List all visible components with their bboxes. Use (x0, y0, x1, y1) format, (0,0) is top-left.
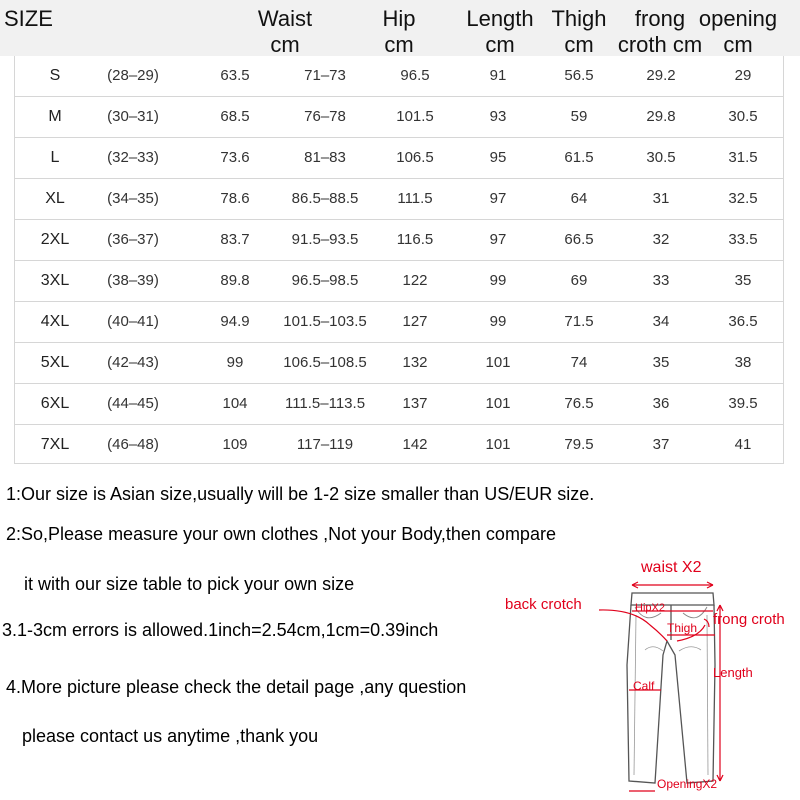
thigh-cell: 69 (570, 272, 588, 289)
waist-range-cell: 76–78 (304, 108, 346, 125)
note-1: 1:Our size is Asian size,usually will be 1-2 size smaller than US/EUR size. (6, 484, 595, 504)
header-thigh: Thigh cm (551, 6, 607, 57)
waist-cell: 73.6 (220, 149, 250, 166)
size-range-cell: (44–45) (107, 395, 159, 412)
note-4: 4.More picture please check the detail page ,any question (6, 677, 467, 697)
front-crotch-cell: 35 (652, 354, 670, 371)
length-cell: 93 (489, 108, 507, 125)
table-row (15, 56, 783, 97)
opening-cell: 41 (734, 436, 752, 453)
waist-cell: 78.6 (220, 190, 250, 207)
opening-cell: 29 (734, 67, 752, 84)
waist-range-cell: 117–119 (296, 436, 354, 453)
size-cell: M (48, 108, 62, 125)
front-crotch-cell: 30.5 (646, 149, 676, 166)
header-size: SIZE (4, 6, 53, 31)
hip-cell: 122 (402, 272, 428, 289)
waist-cell: 99 (226, 354, 244, 371)
thigh-cell: 66.5 (564, 231, 594, 248)
length-cell: 91 (489, 67, 507, 84)
size-range-cell: (36–37) (107, 231, 159, 248)
waist-range-cell: 91.5–93.5 (291, 231, 359, 248)
front-crotch-cell: 33 (652, 272, 670, 289)
front-crotch-cell: 36 (652, 395, 670, 412)
pants-icon (495, 555, 800, 800)
table-row (15, 343, 783, 384)
thigh-cell: 59 (570, 108, 588, 125)
thigh-cell: 61.5 (564, 149, 594, 166)
size-cell: 6XL (40, 395, 70, 412)
size-cell: 3XL (40, 272, 70, 289)
opening-cell: 38 (734, 354, 752, 371)
hip-cell: 127 (402, 313, 428, 330)
header-opening: opening cm (698, 6, 778, 57)
size-range-cell: (46–48) (107, 436, 159, 453)
waist-cell: 94.9 (220, 313, 250, 330)
size-range-cell: (32–33) (107, 149, 159, 166)
opening-cell: 30.5 (728, 108, 758, 125)
length-cell: 101 (485, 395, 511, 412)
size-cell: 5XL (40, 354, 70, 371)
label-opening: OpeningX2 (657, 777, 718, 791)
front-crotch-cell: 37 (652, 436, 670, 453)
front-crotch-cell: 29.2 (646, 67, 676, 84)
table-row (15, 220, 783, 261)
length-cell: 95 (489, 149, 507, 166)
waist-cell: 89.8 (220, 272, 250, 289)
waist-range-cell: 71–73 (304, 67, 346, 84)
size-range-cell: (28–29) (107, 67, 159, 84)
waist-cell: 63.5 (220, 67, 250, 84)
hip-cell: 111.5 (397, 190, 433, 207)
hip-cell: 132 (402, 354, 428, 371)
thigh-cell: 79.5 (564, 436, 594, 453)
table-row (15, 384, 783, 425)
front-crotch-cell: 34 (652, 313, 670, 330)
front-crotch-cell: 31 (652, 190, 670, 207)
hip-cell: 116.5 (396, 231, 434, 248)
hip-cell: 137 (402, 395, 428, 412)
size-range-cell: (34–35) (107, 190, 159, 207)
length-cell: 101 (485, 436, 511, 453)
table-row (15, 261, 783, 302)
label-calf: Calf (633, 679, 655, 693)
label-front-crotch: frong croth (713, 611, 785, 628)
thigh-cell: 74 (570, 354, 588, 371)
hip-cell: 142 (402, 436, 428, 453)
waist-cell: 68.5 (220, 108, 250, 125)
size-range-cell: (40–41) (107, 313, 159, 330)
waist-range-cell: 111.5–113.5 (284, 395, 366, 412)
table-row (15, 138, 783, 179)
note-2-cont: it with our size table to pick your own size (24, 574, 355, 594)
table-row (15, 302, 783, 343)
length-cell: 97 (489, 190, 507, 207)
size-cell: 7XL (40, 436, 70, 453)
hip-cell: 101.5 (396, 108, 434, 125)
label-hip: HipX2 (635, 602, 665, 614)
opening-cell: 32.5 (728, 190, 758, 207)
waist-cell: 109 (222, 436, 248, 453)
header-hip: Hip cm (382, 6, 416, 57)
length-cell: 97 (489, 231, 507, 248)
size-range-cell: (42–43) (107, 354, 159, 371)
thigh-cell: 71.5 (564, 313, 594, 330)
thigh-cell: 76.5 (564, 395, 594, 412)
waist-cell: 83.7 (220, 231, 250, 248)
note-4-cont: please contact us anytime ,thank you (22, 726, 319, 746)
label-waist: waist X2 (641, 559, 702, 576)
label-back-crotch: back crotch (505, 596, 582, 613)
note-3: 3.1-3cm errors is allowed.1inch=2.54cm,1cm=0.39inch (2, 620, 439, 640)
size-table (14, 56, 784, 464)
header-front-crotch: frong croth cm (617, 6, 703, 57)
size-cell: XL (45, 190, 65, 207)
thigh-cell: 64 (570, 190, 588, 207)
waist-range-cell: 96.5–98.5 (291, 272, 359, 289)
size-range-cell: (30–31) (107, 108, 159, 125)
label-length: Length (713, 665, 753, 680)
thigh-cell: 56.5 (564, 67, 594, 84)
size-cell: L (50, 149, 60, 166)
waist-range-cell: 86.5–88.5 (291, 190, 359, 207)
front-crotch-cell: 32 (652, 231, 670, 248)
length-cell: 101 (485, 354, 511, 371)
front-crotch-cell: 29.8 (646, 108, 676, 125)
opening-cell: 36.5 (728, 313, 758, 330)
length-cell: 99 (489, 272, 507, 289)
table-row (15, 97, 783, 138)
table-header (0, 0, 800, 56)
waist-range-cell: 101.5–103.5 (283, 313, 367, 330)
label-thigh: Thigh (667, 621, 698, 635)
table-row (15, 179, 783, 220)
waist-range-cell: 81–83 (304, 149, 346, 166)
pants-measurement-diagram (495, 555, 800, 800)
waist-cell: 104 (222, 395, 248, 412)
table-row (15, 425, 783, 466)
hip-cell: 106.5 (396, 149, 434, 166)
opening-cell: 35 (734, 272, 752, 289)
hip-cell: 96.5 (400, 67, 430, 84)
header-waist: Waist cm (257, 6, 313, 57)
size-cell: 4XL (40, 313, 70, 330)
size-cell: S (49, 67, 61, 84)
length-cell: 99 (489, 313, 507, 330)
size-range-cell: (38–39) (107, 272, 159, 289)
waist-range-cell: 106.5–108.5 (283, 354, 367, 371)
opening-cell: 31.5 (728, 149, 758, 166)
opening-cell: 39.5 (728, 395, 758, 412)
header-length: Length cm (466, 6, 534, 57)
note-2: 2:So,Please measure your own clothes ,Not your Body,then compare (6, 524, 556, 544)
size-cell: 2XL (40, 231, 70, 248)
opening-cell: 33.5 (728, 231, 758, 248)
